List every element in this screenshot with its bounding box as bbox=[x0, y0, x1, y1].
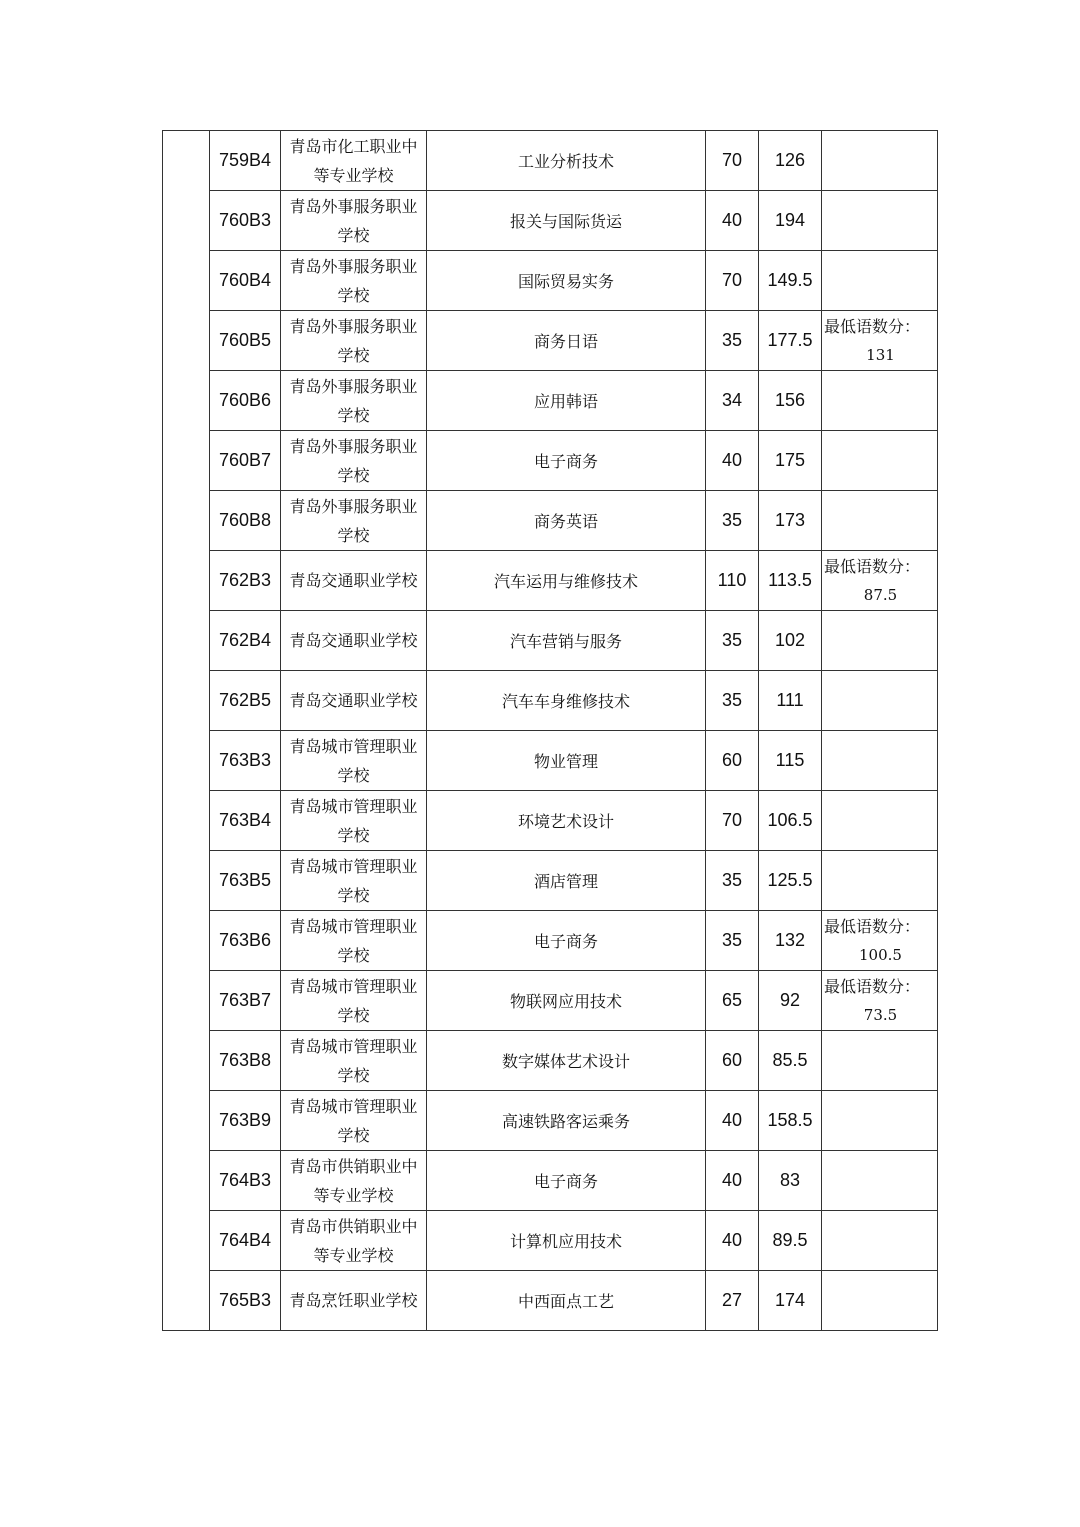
major-name: 电子商务 bbox=[427, 911, 706, 971]
table-row bbox=[163, 251, 938, 311]
table-row bbox=[163, 1271, 938, 1331]
school-name bbox=[281, 431, 427, 491]
school-name-text: 青岛外事服务职业学校 bbox=[289, 436, 418, 485]
major-name: 物联网应用技术 bbox=[427, 971, 706, 1031]
note-cell bbox=[822, 371, 938, 431]
min-score: 175 bbox=[759, 431, 822, 491]
school-name-text: 青岛外事服务职业学校 bbox=[289, 196, 418, 245]
note-value: 87.5 bbox=[863, 585, 898, 604]
note-cell bbox=[822, 1151, 938, 1211]
school-name-text: 青岛外事服务职业学校 bbox=[289, 496, 418, 545]
plan-count: 70 bbox=[706, 791, 759, 851]
major-name: 工业分析技术 bbox=[427, 131, 706, 191]
plan-count: 35 bbox=[706, 611, 759, 671]
table-row bbox=[163, 671, 938, 731]
plan-count: 40 bbox=[706, 1211, 759, 1271]
major-name: 电子商务 bbox=[427, 1151, 706, 1211]
note-label: 最低语数分： bbox=[824, 556, 921, 576]
school-name bbox=[281, 131, 427, 191]
note-value: 131 bbox=[866, 345, 895, 364]
school-name-text: 青岛城市管理职业学校 bbox=[289, 796, 418, 845]
school-name bbox=[281, 1091, 427, 1151]
school-name-text: 青岛外事服务职业学校 bbox=[289, 316, 418, 365]
plan-count: 60 bbox=[706, 1031, 759, 1091]
table-row bbox=[163, 911, 938, 971]
min-score: 115 bbox=[759, 731, 822, 791]
note-cell bbox=[822, 1091, 938, 1151]
table-row bbox=[163, 611, 938, 671]
school-name-text: 青岛外事服务职业学校 bbox=[289, 376, 418, 425]
note-cell bbox=[822, 431, 938, 491]
note-cell bbox=[822, 731, 938, 791]
major-code: 760B3 bbox=[210, 191, 281, 251]
major-code: 763B7 bbox=[210, 971, 281, 1031]
school-name bbox=[281, 911, 427, 971]
major-code: 762B3 bbox=[210, 551, 281, 611]
major-code: 762B4 bbox=[210, 611, 281, 671]
table-row bbox=[163, 491, 938, 551]
min-score: 83 bbox=[759, 1151, 822, 1211]
school-name-text: 青岛城市管理职业学校 bbox=[289, 856, 418, 905]
major-name: 商务英语 bbox=[427, 491, 706, 551]
major-name: 汽车车身维修技术 bbox=[427, 671, 706, 731]
plan-count: 40 bbox=[706, 191, 759, 251]
major-code: 763B8 bbox=[210, 1031, 281, 1091]
school-name-text: 青岛烹饪职业学校 bbox=[289, 1291, 418, 1310]
note-cell bbox=[822, 131, 938, 191]
school-name bbox=[281, 791, 427, 851]
table-row bbox=[163, 731, 938, 791]
major-name: 物业管理 bbox=[427, 731, 706, 791]
major-name: 商务日语 bbox=[427, 311, 706, 371]
min-score: 102 bbox=[759, 611, 822, 671]
min-score: 92 bbox=[759, 971, 822, 1031]
plan-count: 35 bbox=[706, 671, 759, 731]
plan-count: 35 bbox=[706, 851, 759, 911]
school-name-text: 青岛市供销职业中等专业学校 bbox=[289, 1216, 418, 1265]
note-cell bbox=[822, 491, 938, 551]
major-code: 760B7 bbox=[210, 431, 281, 491]
note-cell bbox=[822, 251, 938, 311]
note-cell bbox=[822, 791, 938, 851]
major-name: 计算机应用技术 bbox=[427, 1211, 706, 1271]
min-score: 158.5 bbox=[759, 1091, 822, 1151]
major-name: 应用韩语 bbox=[427, 371, 706, 431]
min-score: 113.5 bbox=[759, 551, 822, 611]
plan-count: 40 bbox=[706, 1091, 759, 1151]
table-row bbox=[163, 191, 938, 251]
school-name-text: 青岛城市管理职业学校 bbox=[289, 1096, 418, 1145]
note-cell bbox=[822, 851, 938, 911]
major-code: 763B5 bbox=[210, 851, 281, 911]
note-cell bbox=[822, 1211, 938, 1271]
plan-count: 65 bbox=[706, 971, 759, 1031]
min-score: 85.5 bbox=[759, 1031, 822, 1091]
school-name bbox=[281, 491, 427, 551]
major-code: 764B3 bbox=[210, 1151, 281, 1211]
school-name bbox=[281, 311, 427, 371]
school-name-text: 青岛城市管理职业学校 bbox=[289, 736, 418, 785]
min-score: 156 bbox=[759, 371, 822, 431]
note-label: 最低语数分： bbox=[824, 976, 921, 996]
major-code: 762B5 bbox=[210, 671, 281, 731]
major-code: 765B3 bbox=[210, 1271, 281, 1331]
min-score: 173 bbox=[759, 491, 822, 551]
plan-count: 70 bbox=[706, 131, 759, 191]
school-name-text: 青岛交通职业学校 bbox=[289, 691, 418, 710]
major-name: 环境艺术设计 bbox=[427, 791, 706, 851]
school-name-text: 青岛城市管理职业学校 bbox=[289, 1036, 418, 1085]
major-code: 764B4 bbox=[210, 1211, 281, 1271]
min-score: 177.5 bbox=[759, 311, 822, 371]
school-name bbox=[281, 1271, 427, 1331]
plan-count: 110 bbox=[706, 551, 759, 611]
table-row bbox=[163, 851, 938, 911]
major-code: 763B6 bbox=[210, 911, 281, 971]
plan-count: 35 bbox=[706, 911, 759, 971]
min-score: 194 bbox=[759, 191, 822, 251]
school-name-text: 青岛城市管理职业学校 bbox=[289, 976, 418, 1025]
major-code: 759B4 bbox=[210, 131, 281, 191]
note-cell bbox=[822, 1031, 938, 1091]
note-label: 最低语数分： bbox=[824, 316, 921, 336]
table-row bbox=[163, 551, 938, 611]
note-cell bbox=[822, 911, 938, 971]
plan-count: 60 bbox=[706, 731, 759, 791]
plan-count: 40 bbox=[706, 431, 759, 491]
note-cell bbox=[822, 191, 938, 251]
group-cell bbox=[163, 131, 210, 1331]
school-name bbox=[281, 851, 427, 911]
table-row bbox=[163, 791, 938, 851]
table-row bbox=[163, 311, 938, 371]
school-name bbox=[281, 551, 427, 611]
plan-count: 70 bbox=[706, 251, 759, 311]
min-score: 126 bbox=[759, 131, 822, 191]
major-name: 国际贸易实务 bbox=[427, 251, 706, 311]
school-name bbox=[281, 1151, 427, 1211]
note-label: 最低语数分： bbox=[824, 916, 921, 936]
school-name bbox=[281, 251, 427, 311]
major-name: 电子商务 bbox=[427, 431, 706, 491]
note-cell bbox=[822, 671, 938, 731]
school-name bbox=[281, 971, 427, 1031]
note-cell bbox=[822, 971, 938, 1031]
table-row bbox=[163, 1091, 938, 1151]
school-name bbox=[281, 191, 427, 251]
major-name: 中西面点工艺 bbox=[427, 1271, 706, 1331]
school-name-text: 青岛交通职业学校 bbox=[289, 631, 418, 650]
note-cell bbox=[822, 311, 938, 371]
school-name-text: 青岛市供销职业中等专业学校 bbox=[289, 1156, 418, 1205]
table-row bbox=[163, 1211, 938, 1271]
plan-count: 40 bbox=[706, 1151, 759, 1211]
min-score: 111 bbox=[759, 671, 822, 731]
school-name bbox=[281, 371, 427, 431]
school-name-text: 青岛交通职业学校 bbox=[289, 571, 418, 590]
plan-count: 35 bbox=[706, 491, 759, 551]
major-code: 760B4 bbox=[210, 251, 281, 311]
major-name: 数字媒体艺术设计 bbox=[427, 1031, 706, 1091]
table-row bbox=[163, 371, 938, 431]
note-cell bbox=[822, 611, 938, 671]
table-row bbox=[163, 131, 938, 191]
major-name: 高速铁路客运乘务 bbox=[427, 1091, 706, 1151]
school-name bbox=[281, 1211, 427, 1271]
major-code: 763B3 bbox=[210, 731, 281, 791]
major-code: 760B8 bbox=[210, 491, 281, 551]
school-name bbox=[281, 671, 427, 731]
school-name bbox=[281, 611, 427, 671]
min-score: 89.5 bbox=[759, 1211, 822, 1271]
min-score: 174 bbox=[759, 1271, 822, 1331]
min-score: 106.5 bbox=[759, 791, 822, 851]
min-score: 132 bbox=[759, 911, 822, 971]
major-name: 汽车运用与维修技术 bbox=[427, 551, 706, 611]
table-row bbox=[163, 431, 938, 491]
school-name bbox=[281, 731, 427, 791]
table-row bbox=[163, 971, 938, 1031]
school-name bbox=[281, 1031, 427, 1091]
major-code: 760B6 bbox=[210, 371, 281, 431]
note-value: 73.5 bbox=[863, 1005, 898, 1024]
table-row bbox=[163, 1151, 938, 1211]
major-code: 760B5 bbox=[210, 311, 281, 371]
min-score: 149.5 bbox=[759, 251, 822, 311]
school-name-text: 青岛外事服务职业学校 bbox=[289, 256, 418, 305]
table-row bbox=[163, 1031, 938, 1091]
plan-count: 34 bbox=[706, 371, 759, 431]
major-name: 报关与国际货运 bbox=[427, 191, 706, 251]
major-name: 酒店管理 bbox=[427, 851, 706, 911]
plan-count: 35 bbox=[706, 311, 759, 371]
note-value: 100.5 bbox=[859, 945, 902, 964]
note-cell bbox=[822, 551, 938, 611]
major-code: 763B9 bbox=[210, 1091, 281, 1151]
note-cell bbox=[822, 1271, 938, 1331]
table-body bbox=[163, 131, 938, 1331]
min-score: 125.5 bbox=[759, 851, 822, 911]
school-name-text: 青岛市化工职业中等专业学校 bbox=[289, 136, 418, 185]
major-code: 763B4 bbox=[210, 791, 281, 851]
major-name: 汽车营销与服务 bbox=[427, 611, 706, 671]
plan-count: 27 bbox=[706, 1271, 759, 1331]
school-name-text: 青岛城市管理职业学校 bbox=[289, 916, 418, 965]
admission-score-table bbox=[162, 130, 938, 1331]
